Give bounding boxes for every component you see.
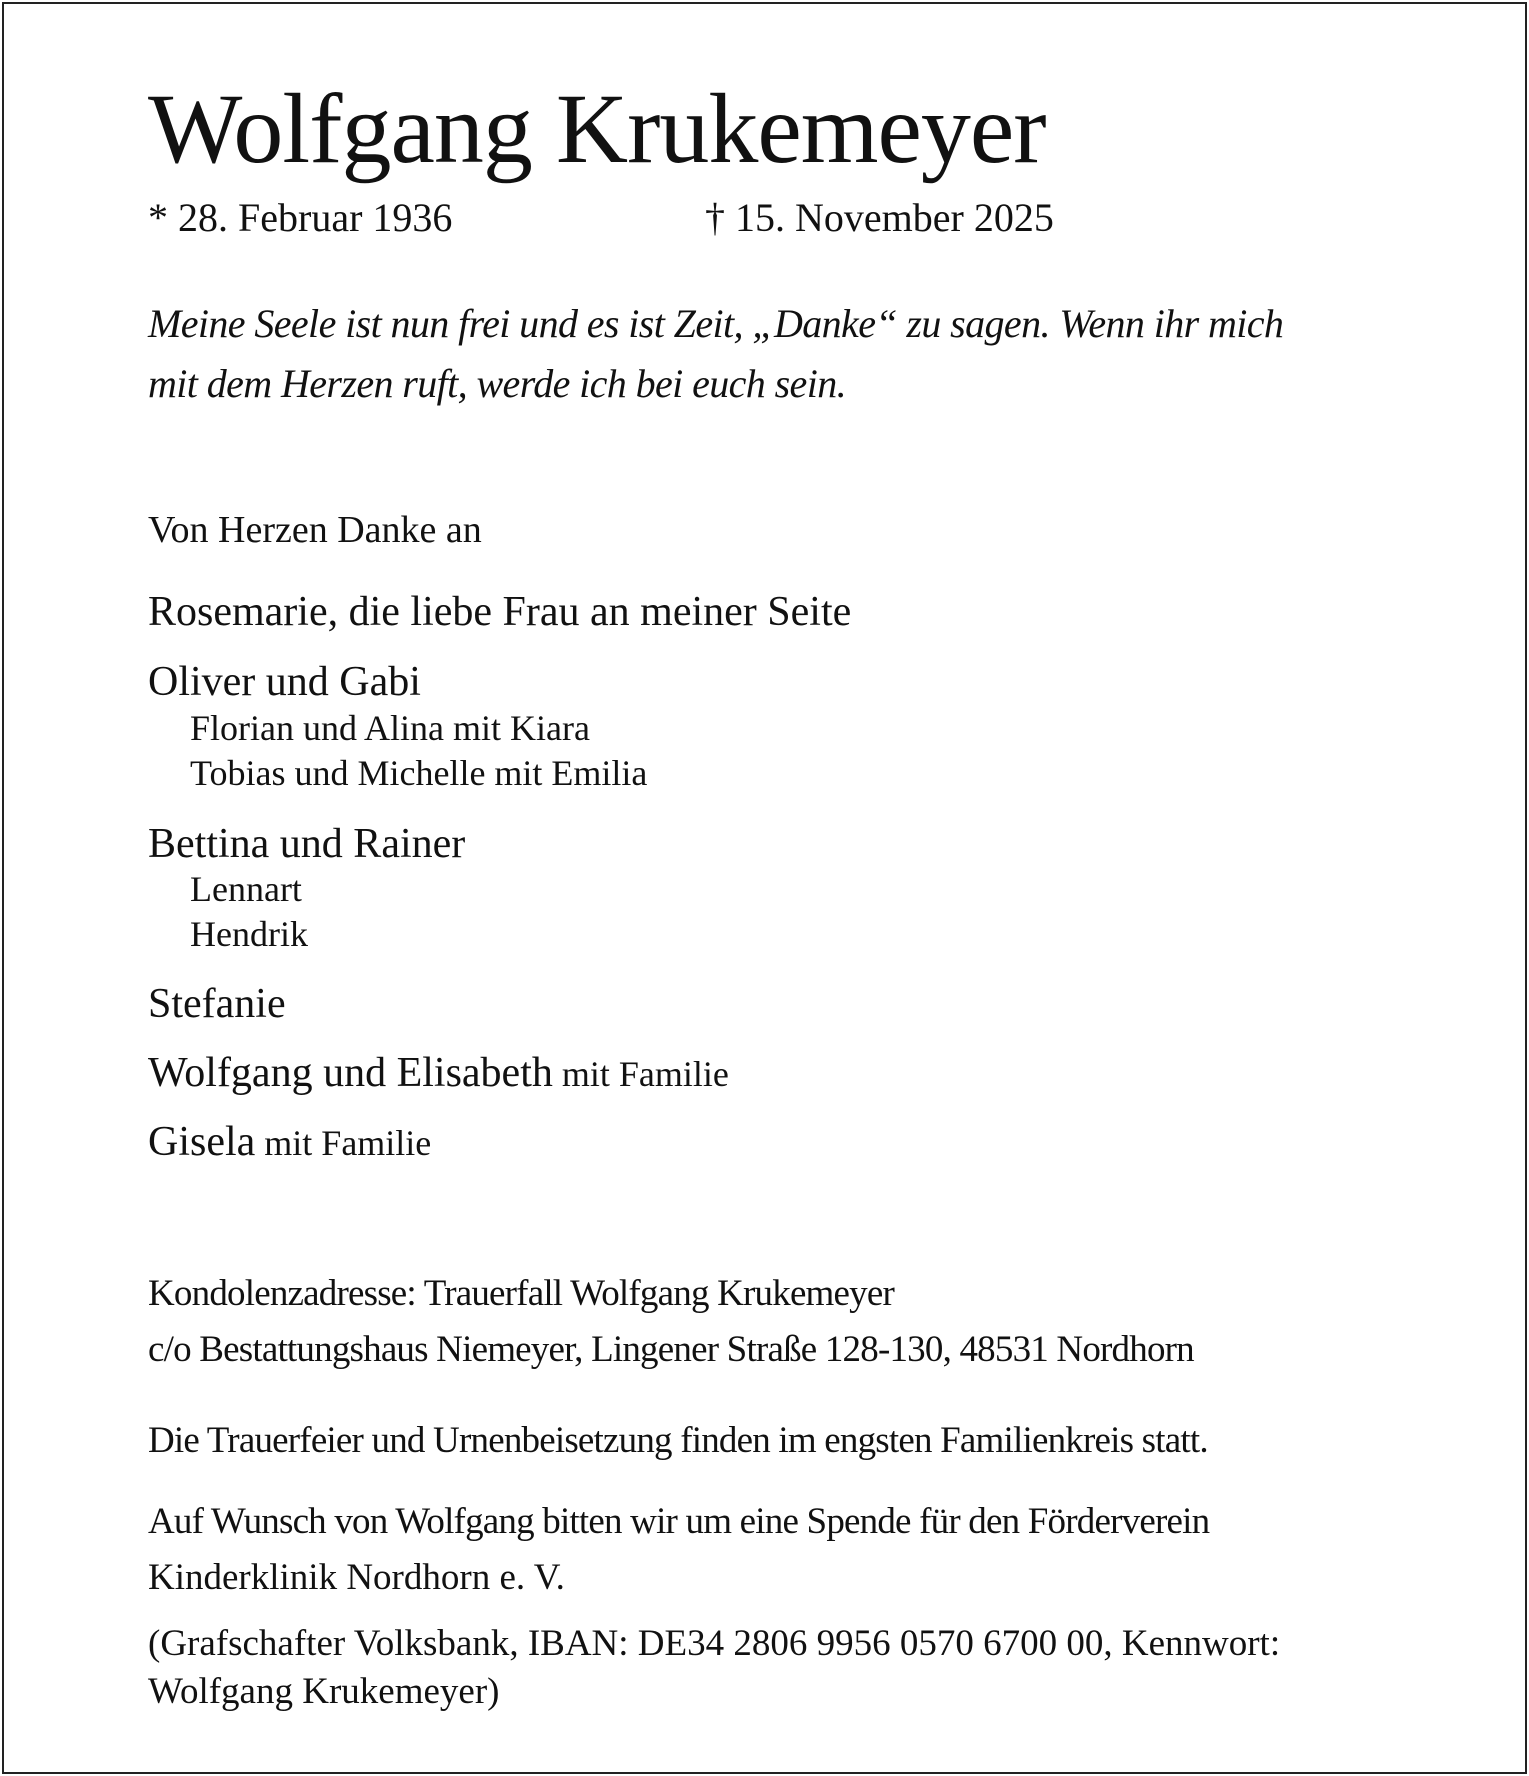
bank-line: (Grafschafter Volksbank, IBAN: DE34 2806 9956 0570 6700 00, Kennwort: (148, 1623, 1281, 1664)
deceased-name: Wolfgang Krukemeyer (148, 73, 1046, 184)
grandchild-line: Hendrik (190, 914, 308, 954)
family-suffix: mit Familie (255, 1123, 432, 1163)
condolence-address-line: c/o Bestattungshaus Niemeyer, Lingener Straße 128-130, 48531 Nordhorn (148, 1329, 1194, 1370)
family-rosemarie: Rosemarie, die liebe Frau an meiner Seite (148, 589, 852, 635)
donation-line: Auf Wunsch von Wolfgang bitten wir um eine Spende für den Förderverein (148, 1501, 1210, 1542)
ceremony-note: Die Trauerfeier und Urnenbeisetzung finden im engsten Familienkreis statt. (148, 1420, 1208, 1461)
family-suffix: mit Familie (552, 1054, 729, 1094)
family-gisela (148, 1121, 431, 1163)
grandchild-line: Lennart (190, 869, 302, 909)
family-wolfgang (148, 1052, 729, 1094)
thanks-heading: Von Herzen Danke an (148, 509, 482, 551)
family-stefanie: Stefanie (148, 981, 286, 1027)
family-oliver: Oliver und Gabi (148, 659, 421, 705)
quote-line: Meine Seele ist nun frei und es ist Zeit, „Danke“ zu sagen. Wenn ihr mich (148, 301, 1284, 346)
birth-date: * 28. Februar 1936 (148, 195, 453, 240)
family-bettina: Bettina und Rainer (148, 821, 466, 867)
condolence-address-line: Kondolenzadresse: Trauerfall Wolfgang Krukemeyer (148, 1273, 895, 1314)
bank-line: Wolfgang Krukemeyer) (148, 1671, 500, 1712)
family-wolfgang-name: Wolfgang und Elisabeth (148, 1050, 553, 1096)
grandchild-line: Florian und Alina mit Kiara (190, 708, 590, 748)
donation-line: Kinderklinik Nordhorn e. V. (148, 1557, 565, 1598)
family-gisela-name: Gisela (148, 1119, 256, 1165)
quote-line: mit dem Herzen ruft, werde ich bei euch sein. (148, 361, 847, 406)
grandchild-line: Tobias und Michelle mit Emilia (190, 753, 648, 793)
death-date: † 15. November 2025 (705, 195, 1054, 240)
